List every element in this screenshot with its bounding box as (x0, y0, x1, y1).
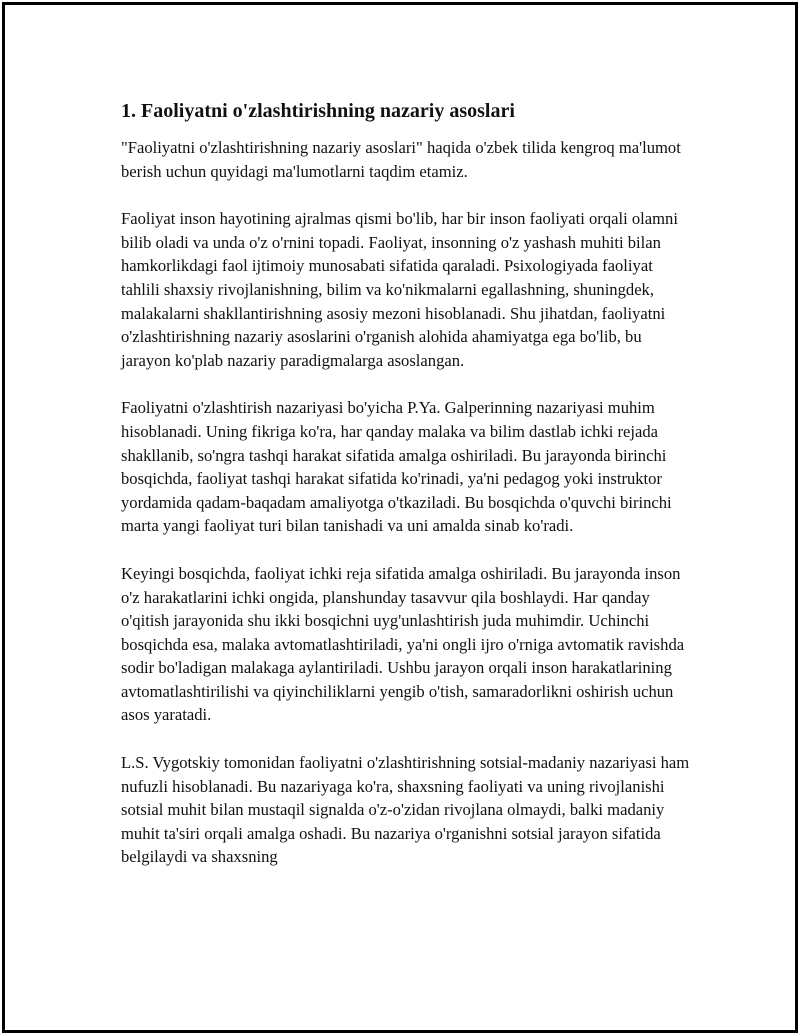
document-body (121, 98, 691, 893)
paragraph-galperin: Faoliyatni o'zlashtirish nazariyasi bo'yicha P.Ya. Galperinning nazariyasi muhim hisoblanadi. Uning fikriga ko'ra, har qanday malaka va bilim dastlab ichki rejada shakllanib, so'ngra tashqi harakat sifatida amalga oshiriladi. Bu jarayonda birinchi bosqichda, faoliyat tashqi harakat sifatida ko'rinadi, ya'ni pedagog yoki instruktor yordamida qadam-baqadam amaliyotga o'tkaziladi. Bu bosqichda o'quvchi birinchi marta yangi faoliyat turi bilan tanishadi va uni amalda sinab ko'radi. (121, 398, 672, 536)
page-frame (2, 2, 798, 1033)
document-title: 1. Faoliyatni o'zlashtirishning nazariy asoslari (121, 100, 515, 122)
paragraph-intro: "Faoliyatni o'zlashtirishning nazariy asoslari" haqida o'zbek tilida kengroq ma'lumot berish uchun quyidagi ma'lumotlarni taqdim etamiz. (121, 138, 681, 181)
paragraph-next-stage: Keyingi bosqichda, faoliyat ichki reja sifatida amalga oshiriladi. Bu jarayonda inson o'z harakatlarini ichki ongida, planshunday tasavvur qila boshlaydi. Har qanday o'qitish jarayonida shu ikki bosqichni uyg'unlashtirish juda muhimdir. Uchinchi bosqichda esa, malaka avtomatlashtiriladi, ya'ni ongli ijro o'rniga avtomatik ravishda sodir bo'ladigan malakaga aylantiriladi. Ushbu jarayon orqali inson harakatlarining avtomatlashtirilishi va qiyinchiliklarni yengib o'tish, samaradorlikni oshirish uchun asos yaratadi. (121, 563, 685, 725)
paragraph-activity: Faoliyat inson hayotining ajralmas qismi bo'lib, har bir inson faoliyati orqali olamni bilib oladi va unda o'z o'rnini topadi. Faoliyat, insonning o'z yashash muhiti bilan hamkorlikdagi faol ijtimoiy munosabati sifatida qaraladi. Psixologiyada faoliyat tahlili shaxsiy rivojlanishning, bilim va ko'nikmalarni egallashning, shuningdek, malakalarni shakllantirishning asosiy mezoni hisoblanadi. Shu jihatdan, faoliyatni o'zlashtirishning nazariy asoslarini o'rganish alohida ahamiyatga ega bo'lib, bu jarayon ko'plab nazariy paradigmalarga asoslangan. (121, 209, 678, 370)
paragraph-vygotsky: L.S. Vygotskiy tomonidan faoliyatni o'zlashtirishning sotsial-madaniy nazariyasi ham nufuzli hisoblanadi. Bu nazariyaga ko'ra, shaxsning faoliyati va uning rivojlanishi sotsial muhit bilan mustaqil signalda o'z-o'zidan rivojlana olmaydi, balki madaniy muhit ta'siri orqali amalga oshadi. Bu nazariya o'rganishni sotsial jarayon sifatida belgilaydi va shaxsning (121, 753, 690, 867)
